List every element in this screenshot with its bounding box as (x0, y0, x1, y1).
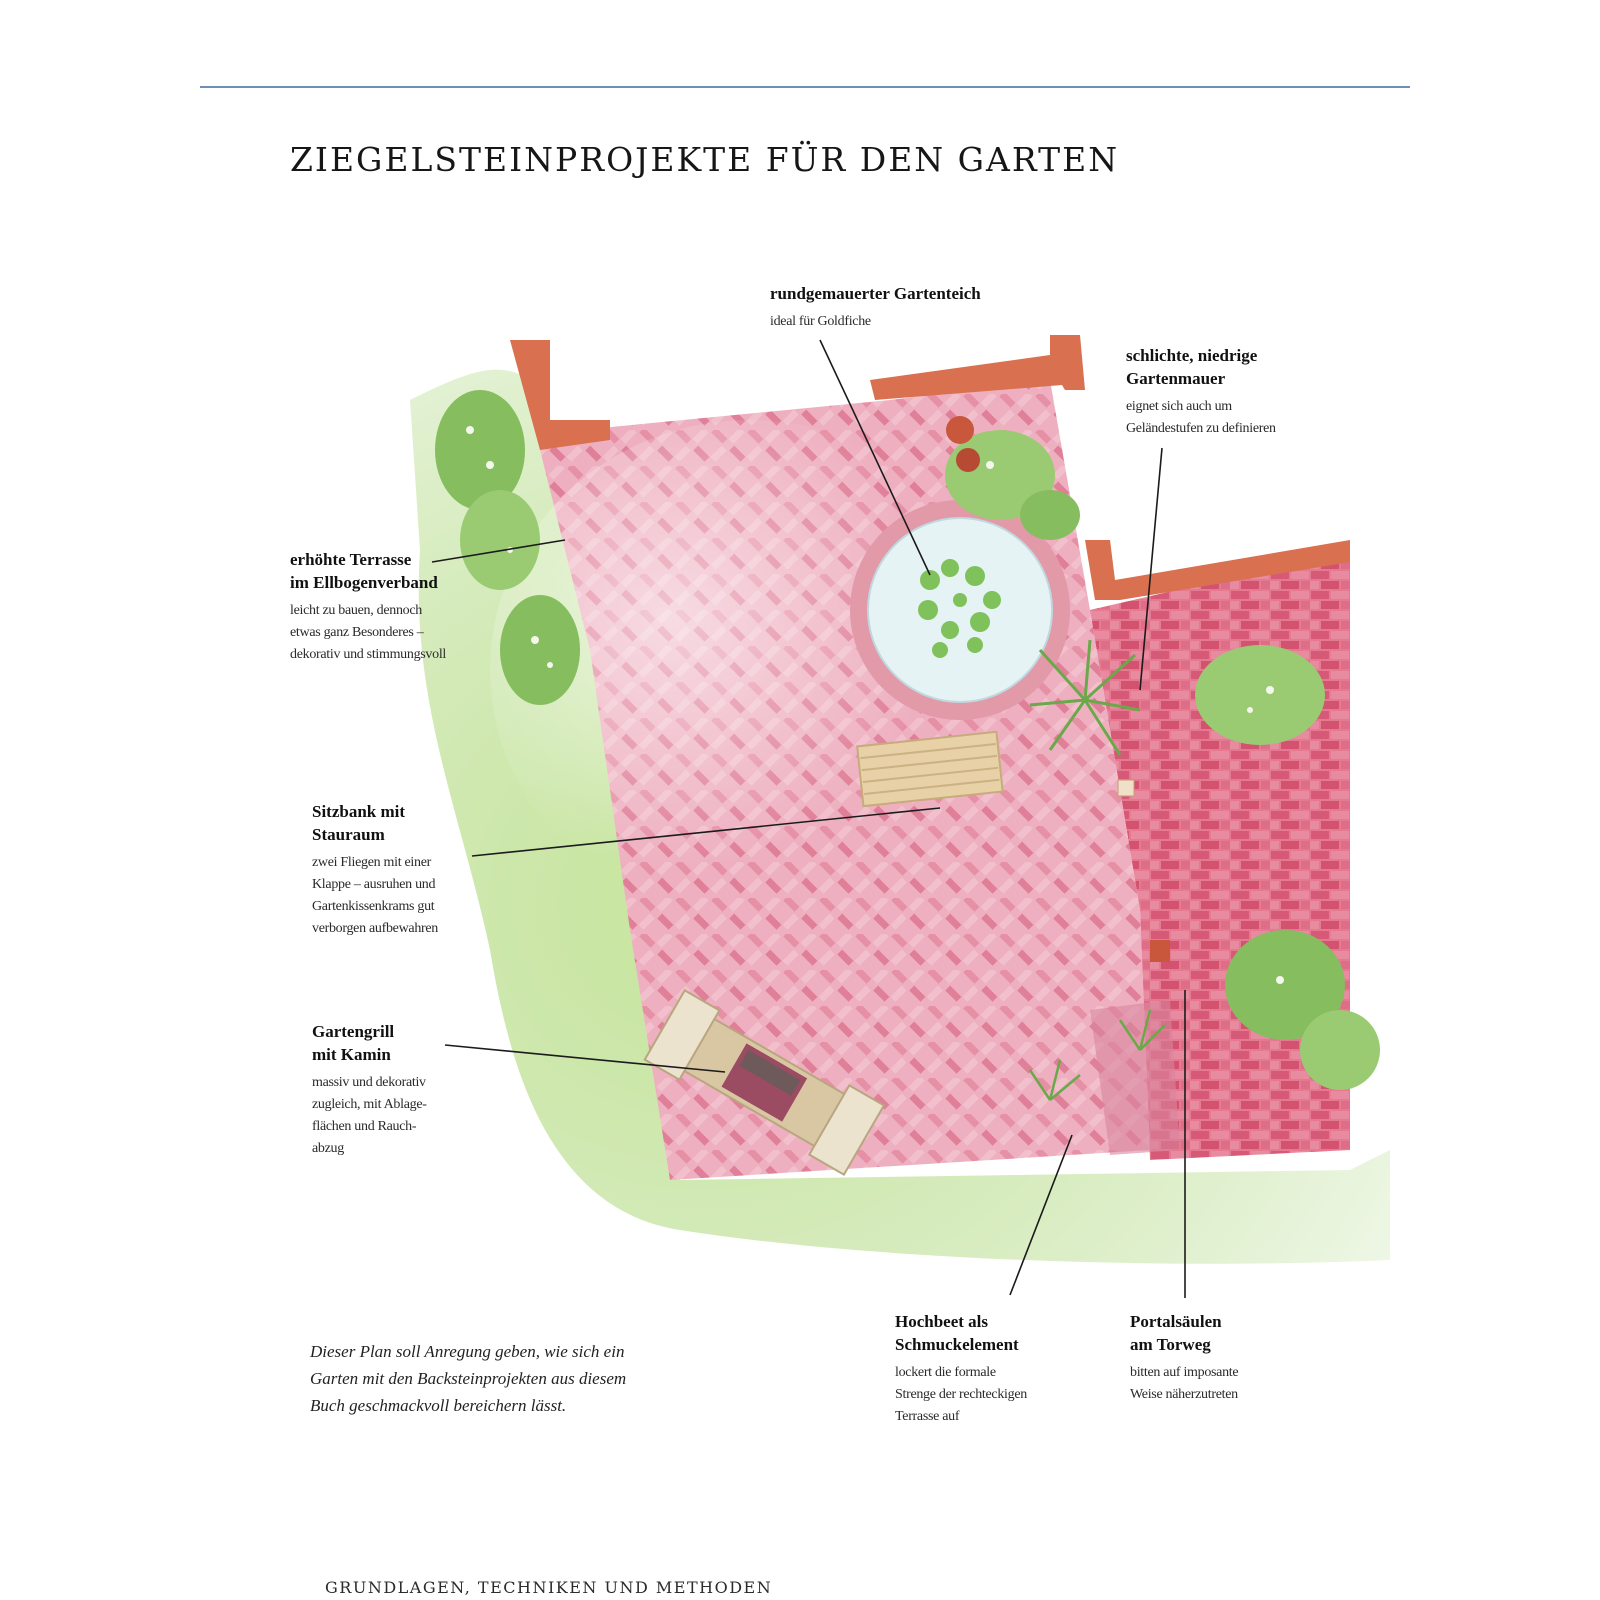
label-pond (770, 282, 981, 333)
label-grill (312, 1020, 427, 1160)
label-portal (1130, 1310, 1238, 1406)
portal-column (1150, 940, 1170, 962)
label-raised-bed-title: Hochbeet als Schmuckelement (895, 1312, 1019, 1354)
label-wall-text: eignet sich auch um Geländestufen zu definieren (1126, 399, 1276, 436)
label-pond-text: ideal für Goldfiche (770, 314, 871, 329)
page-title: ZIEGELSTEINPROJEKTE FÜR DEN GARTEN (290, 140, 1120, 179)
label-raised-bed-text: lockert die formale Strenge der rechteckigen Terrasse auf (895, 1365, 1027, 1424)
top-rule (200, 86, 1410, 88)
label-terrace-title: erhöhte Terrasse im Ellbogenverband (290, 550, 438, 592)
label-bench-text: zwei Fliegen mit einer Klappe – ausruhen und Gartenkissenkrams gut verborgen aufbewahren (312, 855, 438, 936)
label-wall (1126, 344, 1276, 440)
label-raised-bed (895, 1310, 1027, 1428)
label-grill-text: massiv und dekorativ zugleich, mit Ablage- flächen und Rauch- abzug (312, 1075, 427, 1156)
label-bench (312, 800, 438, 940)
label-terrace-text: leicht zu bauen, dennoch etwas ganz Besonderes – dekorativ und stimmungsvoll (290, 603, 447, 662)
plan-caption: Dieser Plan soll Anregung geben, wie sich ein Garten mit den Backsteinprojekten aus diesem Buch geschmackvoll bereichern lässt. (310, 1342, 627, 1415)
label-terrace (290, 548, 446, 666)
label-wall-title: schlichte, niedrige Gartenmauer (1126, 346, 1258, 388)
label-portal-title: Portalsäulen am Torweg (1130, 1312, 1222, 1354)
label-grill-title: Gartengrill mit Kamin (312, 1022, 395, 1064)
label-bench-title: Sitzbank mit Stauraum (312, 802, 406, 844)
label-pond-title: rundgemauerter Gartenteich (770, 284, 981, 303)
running-footer: GRUNDLAGEN, TECHNIKEN UND METHODEN (325, 1578, 773, 1597)
label-portal-text: bitten auf imposante Weise näherzutreten (1130, 1365, 1239, 1402)
